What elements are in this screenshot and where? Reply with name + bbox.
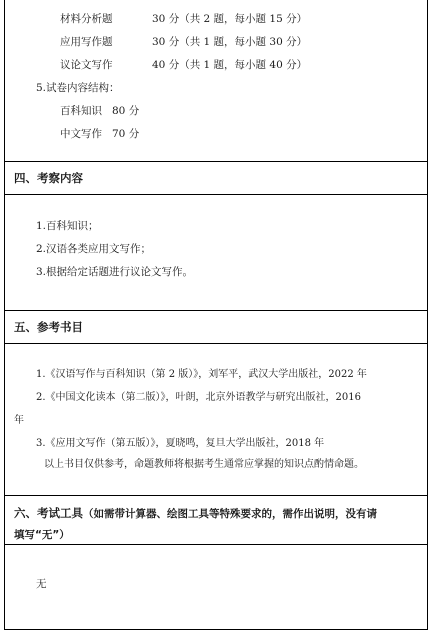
table-left-border [4,0,5,630]
book-item: 3.《应用文写作（第五版）》，夏晓鸣，复旦大学出版社，2018 年 [36,438,325,449]
section4-item: 2.汉语各类应用文写作； [36,243,152,255]
book-item: 1.《汉语写作与百科知识（第 2 版）》，刘军平，武汉大学出版社，2022 年 [36,369,367,380]
structure-heading: 5.试卷内容结构： [36,82,120,94]
question-type-score: 30 分（共 1 题，每小题 30 分） [152,36,308,48]
section6-title [14,505,377,521]
divider [4,194,428,195]
question-type-row: 材料分析题 [60,13,113,25]
section6-title-main: 六、考试工具 [14,506,83,520]
book-note: 以上书目仅供参考，命题教师将根据考生通常应掌握的知识点酌情命题。 [44,459,364,470]
section4-item: 3.根据给定话题进行议论文写作。 [36,266,194,278]
question-type-row: 应用写作题 [60,36,113,48]
section6-title-note: （如需带计算器、绘图工具等特殊要求的，需作出说明，没有请 [83,508,377,520]
divider [4,310,428,311]
divider [4,544,428,545]
book-item: 2.《中国文化读本（第二版）》，叶朗，北京外语教学与研究出版社，2016 [36,392,361,403]
section5-title: 五、参考书目 [14,320,83,334]
question-type-score: 30 分（共 2 题，每小题 15 分） [152,13,308,25]
divider [4,161,428,162]
structure-item: 中文写作 70 分 [60,128,140,140]
table-right-border [427,0,428,630]
book-item-wrap: 年 [14,415,24,426]
question-type-row: 议论文写作 [60,59,113,71]
table-bottom-border [4,629,428,630]
section6-title-note2: 填写“无”） [14,529,70,541]
question-type-score: 40 分（共 1 题，每小题 40 分） [152,59,308,71]
structure-item: 百科知识 80 分 [60,105,140,117]
section6-answer: 无 [36,578,47,590]
divider [4,343,428,344]
divider [4,495,428,496]
section4-title: 四、考察内容 [14,171,83,185]
section4-item: 1.百科知识； [36,220,99,232]
